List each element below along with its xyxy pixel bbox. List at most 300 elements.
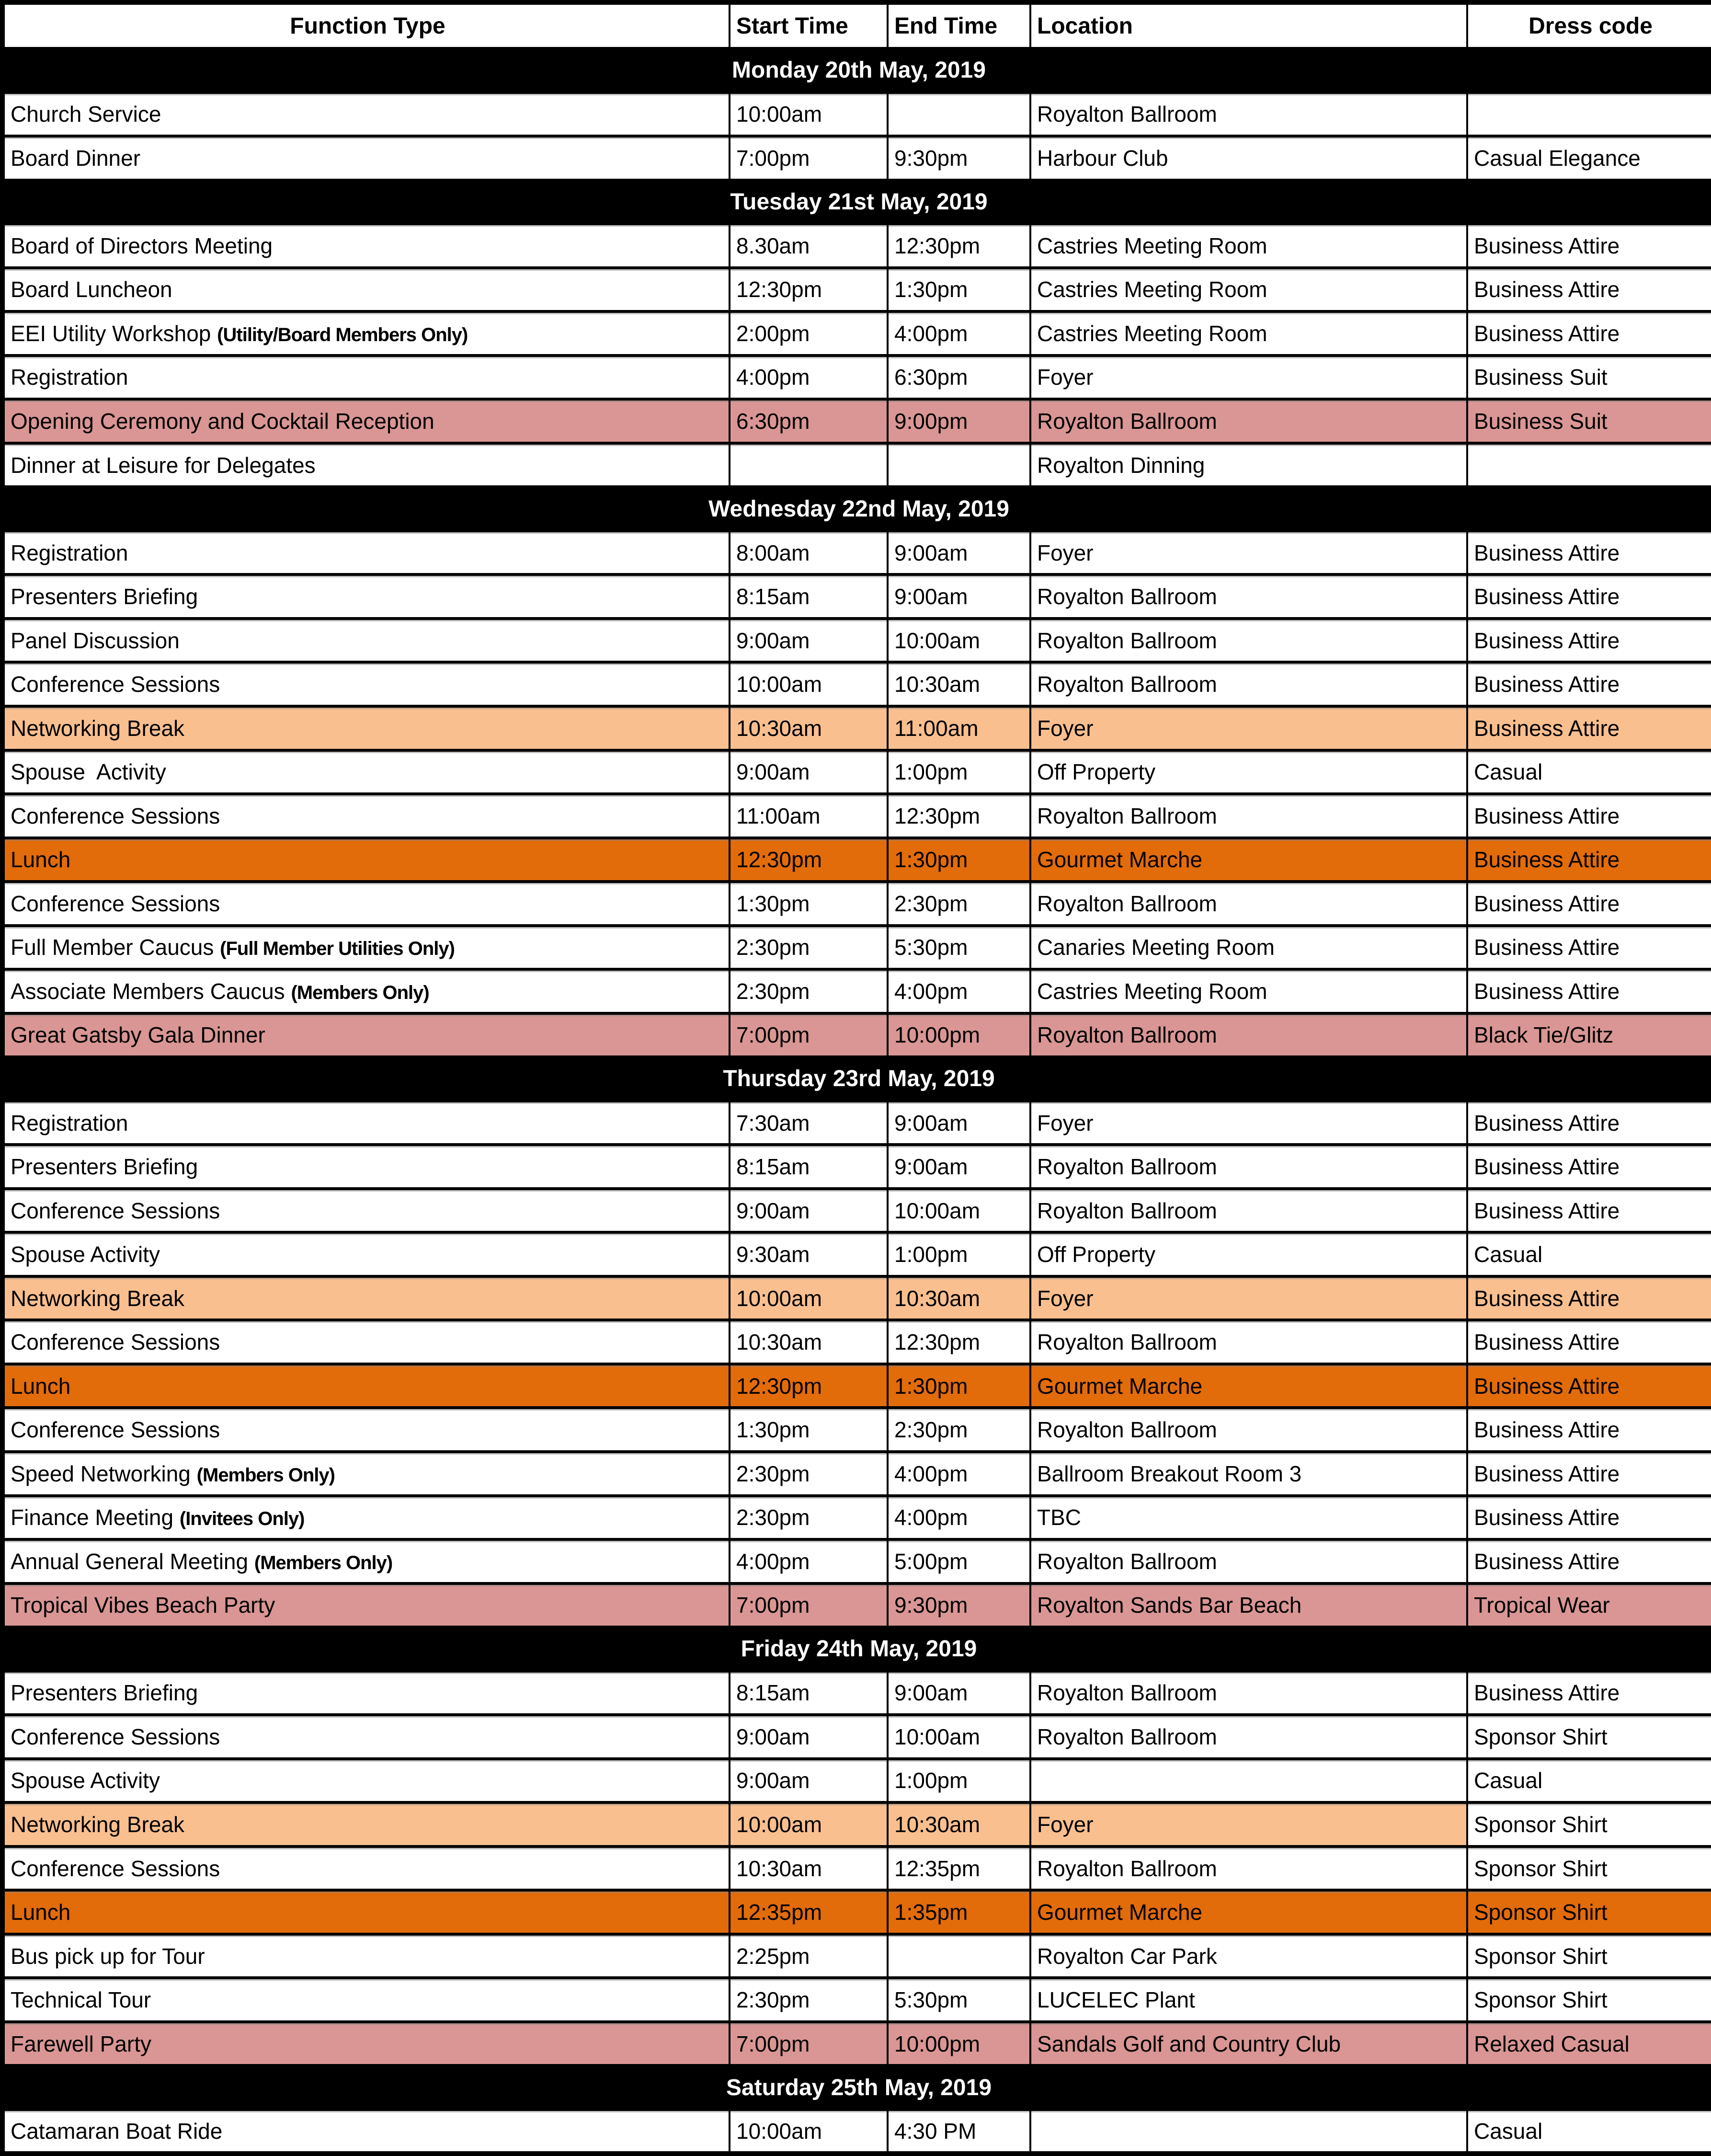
cell-location: Foyer bbox=[1030, 1101, 1467, 1145]
cell-end: 1:30pm bbox=[888, 1364, 1030, 1408]
cell-end: 5:30pm bbox=[888, 926, 1030, 970]
cell-dress: Casual Elegance bbox=[1467, 136, 1711, 180]
cell-function bbox=[2, 619, 730, 663]
function-label: Tropical Vibes Beach Party bbox=[11, 1593, 275, 1618]
table-row bbox=[2, 1364, 1711, 1408]
function-label: Spouse Activity bbox=[11, 1768, 160, 1793]
function-label: Conference Sessions bbox=[11, 1198, 220, 1223]
cell-location: Royalton Ballroom bbox=[1030, 399, 1467, 443]
table-row bbox=[2, 706, 1711, 750]
header-row bbox=[2, 2, 1711, 48]
table-row bbox=[2, 92, 1711, 137]
table-row bbox=[2, 1408, 1711, 1452]
function-label: Conference Sessions bbox=[11, 1417, 220, 1443]
cell-function bbox=[2, 838, 730, 882]
cell-dress: Business Attire bbox=[1467, 1276, 1711, 1320]
function-label: Catamaran Boat Ride bbox=[11, 2118, 223, 2144]
table-row bbox=[2, 969, 1711, 1013]
cell-location: Castries Meeting Room bbox=[1030, 268, 1467, 312]
cell-function bbox=[2, 1189, 730, 1233]
cell-start: 10:00am bbox=[730, 662, 888, 706]
cell-start: 8:15am bbox=[730, 1671, 888, 1715]
cell-start: 1:30pm bbox=[730, 882, 888, 926]
cell-start: 9:00am bbox=[730, 1759, 888, 1803]
table-row bbox=[2, 1934, 1711, 1978]
cell-dress: Sponsor Shirt bbox=[1467, 1715, 1711, 1759]
cell-end: 10:00am bbox=[888, 619, 1030, 663]
cell-start: 1:30pm bbox=[730, 1408, 888, 1452]
cell-location: Royalton Ballroom bbox=[1030, 1408, 1467, 1452]
cell-location: Royalton Ballroom bbox=[1030, 574, 1467, 619]
cell-dress: Business Suit bbox=[1467, 356, 1711, 400]
table-row bbox=[2, 1759, 1711, 1803]
cell-end: 10:00am bbox=[888, 1189, 1030, 1233]
cell-dress: Business Attire bbox=[1467, 531, 1711, 575]
cell-end: 1:00pm bbox=[888, 1232, 1030, 1276]
cell-start: 8:15am bbox=[730, 1145, 888, 1189]
cell-start: 7:00pm bbox=[730, 1583, 888, 1628]
table-row bbox=[2, 1978, 1711, 2022]
cell-end: 9:00am bbox=[888, 531, 1030, 575]
table-row bbox=[2, 356, 1711, 400]
cell-start: 8.30am bbox=[730, 224, 888, 268]
function-label: Registration bbox=[11, 540, 128, 565]
function-note: (Members Only) bbox=[291, 982, 429, 1003]
cell-start: 4:00pm bbox=[730, 356, 888, 400]
day-band-label: Friday 24th May, 2019 bbox=[2, 1627, 1711, 1671]
column-header-dress: Dress code bbox=[1467, 2, 1711, 48]
function-label: Conference Sessions bbox=[11, 1724, 220, 1749]
function-note: (Full Member Utilities Only) bbox=[220, 938, 455, 960]
day-band-label: Wednesday 22nd May, 2019 bbox=[2, 487, 1711, 531]
cell-location: Off Property bbox=[1030, 1232, 1467, 1276]
cell-dress: Casual bbox=[1467, 750, 1711, 794]
cell-location: Royalton Ballroom bbox=[1030, 1671, 1467, 1715]
cell-function bbox=[2, 92, 730, 137]
cell-end: 11:00am bbox=[888, 706, 1030, 750]
cell-dress: Sponsor Shirt bbox=[1467, 1846, 1711, 1891]
cell-function bbox=[2, 136, 730, 180]
cell-start: 7:30am bbox=[730, 1101, 888, 1145]
cell-end: 1:30pm bbox=[888, 268, 1030, 312]
cell-function bbox=[2, 1101, 730, 1145]
cell-function bbox=[2, 1671, 730, 1715]
cell-location: Ballroom Breakout Room 3 bbox=[1030, 1452, 1467, 1496]
cell-function bbox=[2, 1715, 730, 1759]
cell-location: Royalton Ballroom bbox=[1030, 662, 1467, 706]
table-row bbox=[2, 136, 1711, 180]
cell-location: Royalton Ballroom bbox=[1030, 619, 1467, 663]
cell-location: Gourmet Marche bbox=[1030, 838, 1467, 882]
cell-start: 9:00am bbox=[730, 619, 888, 663]
function-label: Conference Sessions bbox=[11, 1856, 220, 1881]
function-label: Panel Discussion bbox=[11, 628, 180, 653]
table-row bbox=[2, 1101, 1711, 1145]
cell-start: 10:00am bbox=[730, 92, 888, 137]
table-row bbox=[2, 1013, 1711, 1057]
function-label: Registration bbox=[11, 1110, 128, 1135]
cell-location: Harbour Club bbox=[1030, 136, 1467, 180]
function-note: (Members Only) bbox=[254, 1552, 393, 1573]
cell-dress: Business Attire bbox=[1467, 882, 1711, 926]
function-label: Speed Networking bbox=[11, 1461, 191, 1486]
table-row bbox=[2, 443, 1711, 487]
cell-location: Royalton Ballroom bbox=[1030, 1715, 1467, 1759]
table-row bbox=[2, 1232, 1711, 1276]
cell-dress: Business Attire bbox=[1467, 1671, 1711, 1715]
table-row bbox=[2, 311, 1711, 356]
cell-start: 10:30am bbox=[730, 706, 888, 750]
cell-location: Gourmet Marche bbox=[1030, 1890, 1467, 1934]
cell-start: 10:30am bbox=[730, 1320, 888, 1364]
cell-end: 12:30pm bbox=[888, 794, 1030, 838]
function-label: Opening Ceremony and Cocktail Reception bbox=[11, 409, 434, 434]
table-row bbox=[2, 268, 1711, 312]
cell-dress: Business Attire bbox=[1467, 311, 1711, 356]
day-band-label: Saturday 25th May, 2019 bbox=[2, 2065, 1711, 2110]
cell-location: Royalton Ballroom bbox=[1030, 1320, 1467, 1364]
table-row bbox=[2, 619, 1711, 663]
day-band-row bbox=[2, 487, 1711, 531]
cell-start: 6:30pm bbox=[730, 399, 888, 443]
cell-end bbox=[888, 1934, 1030, 1978]
day-band-row bbox=[2, 180, 1711, 224]
cell-dress: Relaxed Casual bbox=[1467, 2022, 1711, 2066]
day-band-label: Monday 20th May, 2019 bbox=[2, 48, 1711, 92]
cell-end: 5:30pm bbox=[888, 1978, 1030, 2022]
cell-function bbox=[2, 706, 730, 750]
cell-start: 12:30pm bbox=[730, 838, 888, 882]
cell-function bbox=[2, 1539, 730, 1583]
cell-dress: Business Attire bbox=[1467, 662, 1711, 706]
column-header-start: Start Time bbox=[730, 2, 888, 48]
function-label: Conference Sessions bbox=[11, 672, 220, 697]
cell-end: 1:30pm bbox=[888, 838, 1030, 882]
cell-function bbox=[2, 1583, 730, 1628]
cell-location: Royalton Ballroom bbox=[1030, 92, 1467, 137]
function-label: Presenters Briefing bbox=[11, 1680, 198, 1706]
cell-dress: Business Attire bbox=[1467, 706, 1711, 750]
cell-location: Foyer bbox=[1030, 1276, 1467, 1320]
cell-dress: Tropical Wear bbox=[1467, 1583, 1711, 1628]
function-label: Spouse Activity bbox=[11, 759, 166, 785]
table-row bbox=[2, 1583, 1711, 1628]
function-label: Conference Sessions bbox=[11, 1330, 220, 1355]
cell-location: Castries Meeting Room bbox=[1030, 311, 1467, 356]
cell-dress: Business Attire bbox=[1467, 838, 1711, 882]
cell-location: LUCELEC Plant bbox=[1030, 1978, 1467, 2022]
cell-function bbox=[2, 1934, 730, 1978]
cell-location: Royalton Ballroom bbox=[1030, 1189, 1467, 1233]
cell-location: Royalton Car Park bbox=[1030, 1934, 1467, 1978]
function-label: Finance Meeting bbox=[11, 1505, 174, 1530]
cell-start: 12:30pm bbox=[730, 268, 888, 312]
table-row bbox=[2, 399, 1711, 443]
table-row bbox=[2, 1276, 1711, 1320]
cell-dress: Business Attire bbox=[1467, 1452, 1711, 1496]
cell-dress: Business Attire bbox=[1467, 969, 1711, 1013]
table-row bbox=[2, 926, 1711, 970]
cell-function bbox=[2, 1408, 730, 1452]
cell-end: 10:30am bbox=[888, 662, 1030, 706]
cell-start: 9:00am bbox=[730, 750, 888, 794]
cell-dress: Business Attire bbox=[1467, 224, 1711, 268]
cell-dress: Casual bbox=[1467, 1232, 1711, 1276]
function-label: Presenters Briefing bbox=[11, 584, 198, 609]
function-label: Technical Tour bbox=[11, 1987, 151, 2013]
day-band-row bbox=[2, 2065, 1711, 2110]
function-label: Annual General Meeting bbox=[11, 1548, 249, 1574]
cell-function bbox=[2, 224, 730, 268]
day-band-row bbox=[2, 1627, 1711, 1671]
cell-end: 2:30pm bbox=[888, 882, 1030, 926]
table-row bbox=[2, 882, 1711, 926]
cell-end: 4:00pm bbox=[888, 311, 1030, 356]
table-row bbox=[2, 1539, 1711, 1583]
day-band-row bbox=[2, 48, 1711, 92]
cell-end: 1:00pm bbox=[888, 750, 1030, 794]
cell-location: Castries Meeting Room bbox=[1030, 224, 1467, 268]
cell-start: 7:00pm bbox=[730, 136, 888, 180]
cell-function bbox=[2, 1452, 730, 1496]
cell-function bbox=[2, 1978, 730, 2022]
cell-location: Gourmet Marche bbox=[1030, 1364, 1467, 1408]
cell-end: 10:30am bbox=[888, 1802, 1030, 1846]
cell-dress: Business Attire bbox=[1467, 268, 1711, 312]
table-row bbox=[2, 1189, 1711, 1233]
cell-function bbox=[2, 268, 730, 312]
function-label: Spouse Activity bbox=[11, 1242, 160, 1267]
cell-location: Off Property bbox=[1030, 750, 1467, 794]
cell-end: 9:00am bbox=[888, 1671, 1030, 1715]
column-header-function: Function Type bbox=[2, 2, 730, 48]
cell-function bbox=[2, 794, 730, 838]
cell-dress: Casual bbox=[1467, 1759, 1711, 1803]
column-header-location: Location bbox=[1030, 2, 1467, 48]
cell-dress bbox=[1467, 443, 1711, 487]
cell-end: 5:00pm bbox=[888, 1539, 1030, 1583]
cell-end: 2:30pm bbox=[888, 1408, 1030, 1452]
cell-location: Foyer bbox=[1030, 356, 1467, 400]
table-row bbox=[2, 2110, 1711, 2154]
cell-dress: Business Attire bbox=[1467, 926, 1711, 970]
cell-dress: Business Attire bbox=[1467, 574, 1711, 619]
cell-function bbox=[2, 1232, 730, 1276]
function-label: Conference Sessions bbox=[11, 891, 220, 916]
cell-location bbox=[1030, 2110, 1467, 2154]
cell-start: 11:00am bbox=[730, 794, 888, 838]
cell-dress bbox=[1467, 92, 1711, 137]
function-label: EEI Utility Workshop bbox=[11, 321, 211, 346]
table-row bbox=[2, 1846, 1711, 1891]
cell-end: 9:30pm bbox=[888, 1583, 1030, 1628]
cell-end: 10:00pm bbox=[888, 2022, 1030, 2066]
cell-start: 9:30am bbox=[730, 1232, 888, 1276]
cell-end: 9:00am bbox=[888, 1101, 1030, 1145]
cell-function bbox=[2, 1013, 730, 1057]
cell-function bbox=[2, 1276, 730, 1320]
table-row bbox=[2, 531, 1711, 575]
cell-location: Royalton Ballroom bbox=[1030, 1013, 1467, 1057]
cell-function bbox=[2, 1320, 730, 1364]
cell-function bbox=[2, 1802, 730, 1846]
function-label: Associate Members Caucus bbox=[11, 978, 285, 1004]
cell-location: Royalton Ballroom bbox=[1030, 1145, 1467, 1189]
cell-start: 2:30pm bbox=[730, 926, 888, 970]
cell-start: 8:15am bbox=[730, 574, 888, 619]
cell-end: 9:00pm bbox=[888, 399, 1030, 443]
function-label: Board Luncheon bbox=[11, 277, 172, 302]
cell-start: 7:00pm bbox=[730, 2022, 888, 2066]
cell-start: 9:00am bbox=[730, 1189, 888, 1233]
table-row bbox=[2, 574, 1711, 619]
function-label: Farewell Party bbox=[11, 2031, 151, 2056]
cell-dress: Business Attire bbox=[1467, 1101, 1711, 1145]
cell-function bbox=[2, 1496, 730, 1540]
cell-end: 9:30pm bbox=[888, 136, 1030, 180]
cell-end: 1:00pm bbox=[888, 1759, 1030, 1803]
function-label: Lunch bbox=[11, 1373, 71, 1399]
cell-location: TBC bbox=[1030, 1496, 1467, 1540]
function-label: Board Dinner bbox=[11, 145, 141, 171]
cell-location: Castries Meeting Room bbox=[1030, 969, 1467, 1013]
cell-dress: Business Attire bbox=[1467, 1145, 1711, 1189]
function-label: Presenters Briefing bbox=[11, 1154, 198, 1180]
cell-dress: Business Attire bbox=[1467, 1539, 1711, 1583]
cell-end: 9:00am bbox=[888, 574, 1030, 619]
cell-location: Sandals Golf and Country Club bbox=[1030, 2022, 1467, 2066]
cell-start: 12:30pm bbox=[730, 1364, 888, 1408]
function-label: Dinner at Leisure for Delegates bbox=[11, 452, 316, 478]
table-row bbox=[2, 1671, 1711, 1715]
cell-function bbox=[2, 750, 730, 794]
table-row bbox=[2, 750, 1711, 794]
cell-function bbox=[2, 1759, 730, 1803]
cell-dress: Business Suit bbox=[1467, 399, 1711, 443]
cell-function bbox=[2, 356, 730, 400]
table-row bbox=[2, 794, 1711, 838]
cell-start: 2:30pm bbox=[730, 1978, 888, 2022]
function-note: (Invitees Only) bbox=[179, 1508, 305, 1530]
day-band-label: Tuesday 21st May, 2019 bbox=[2, 180, 1711, 224]
cell-end: 1:35pm bbox=[888, 1890, 1030, 1934]
table-row bbox=[2, 838, 1711, 882]
function-label: Registration bbox=[11, 365, 128, 390]
cell-location: Foyer bbox=[1030, 706, 1467, 750]
table-row bbox=[2, 1890, 1711, 1934]
function-note: (Members Only) bbox=[196, 1464, 335, 1486]
cell-start: 10:00am bbox=[730, 1802, 888, 1846]
cell-start: 8:00am bbox=[730, 531, 888, 575]
cell-location: Royalton Dinning bbox=[1030, 443, 1467, 487]
cell-start: 10:00am bbox=[730, 2110, 888, 2154]
cell-dress: Business Attire bbox=[1467, 1364, 1711, 1408]
cell-function bbox=[2, 1145, 730, 1189]
day-band-label: Thursday 23rd May, 2019 bbox=[2, 1057, 1711, 1101]
cell-function bbox=[2, 882, 730, 926]
cell-dress: Black Tie/Glitz bbox=[1467, 1013, 1711, 1057]
cell-dress: Business Attire bbox=[1467, 1189, 1711, 1233]
table-row bbox=[2, 224, 1711, 268]
cell-end: 6:30pm bbox=[888, 356, 1030, 400]
cell-start: 10:30am bbox=[730, 1846, 888, 1891]
cell-function bbox=[2, 1364, 730, 1408]
cell-function bbox=[2, 2022, 730, 2066]
cell-end: 12:30pm bbox=[888, 224, 1030, 268]
cell-function bbox=[2, 311, 730, 356]
cell-function bbox=[2, 926, 730, 970]
cell-dress: Sponsor Shirt bbox=[1467, 1802, 1711, 1846]
cell-end: 4:00pm bbox=[888, 1496, 1030, 1540]
function-note: (Utility/Board Members Only) bbox=[217, 324, 468, 345]
cell-location: Royalton Ballroom bbox=[1030, 882, 1467, 926]
cell-location: Foyer bbox=[1030, 1802, 1467, 1846]
cell-start: 2:25pm bbox=[730, 1934, 888, 1978]
table-row bbox=[2, 1452, 1711, 1496]
cell-end: 10:30am bbox=[888, 1276, 1030, 1320]
cell-dress: Sponsor Shirt bbox=[1467, 1890, 1711, 1934]
cell-function bbox=[2, 1846, 730, 1891]
cell-dress: Business Attire bbox=[1467, 794, 1711, 838]
cell-function bbox=[2, 969, 730, 1013]
cell-location: Foyer bbox=[1030, 531, 1467, 575]
cell-end bbox=[888, 443, 1030, 487]
cell-location: Royalton Ballroom bbox=[1030, 794, 1467, 838]
table-row bbox=[2, 662, 1711, 706]
function-label: Networking Break bbox=[11, 1812, 185, 1837]
cell-start: 7:00pm bbox=[730, 1013, 888, 1057]
cell-function bbox=[2, 1890, 730, 1934]
cell-location: Royalton Ballroom bbox=[1030, 1846, 1467, 1891]
function-label: Great Gatsby Gala Dinner bbox=[11, 1022, 265, 1048]
cell-start: 10:00am bbox=[730, 1276, 888, 1320]
cell-end: 4:00pm bbox=[888, 969, 1030, 1013]
cell-start: 4:00pm bbox=[730, 1539, 888, 1583]
cell-end: 12:30pm bbox=[888, 1320, 1030, 1364]
table-row bbox=[2, 1145, 1711, 1189]
cell-dress: Business Attire bbox=[1467, 1408, 1711, 1452]
cell-start bbox=[730, 443, 888, 487]
cell-end: 12:35pm bbox=[888, 1846, 1030, 1891]
cell-start: 2:30pm bbox=[730, 1452, 888, 1496]
cell-location: Canaries Meeting Room bbox=[1030, 926, 1467, 970]
cell-function bbox=[2, 531, 730, 575]
cell-end: 4:30 PM bbox=[888, 2110, 1030, 2154]
function-label: Networking Break bbox=[11, 715, 185, 741]
function-label: Board of Directors Meeting bbox=[11, 233, 273, 258]
cell-start: 12:35pm bbox=[730, 1890, 888, 1934]
cell-dress: Business Attire bbox=[1467, 1320, 1711, 1364]
cell-start: 9:00am bbox=[730, 1715, 888, 1759]
function-label: Conference Sessions bbox=[11, 803, 220, 828]
function-label: Networking Break bbox=[11, 1285, 185, 1311]
function-label: Lunch bbox=[11, 1900, 71, 1925]
cell-start: 2:00pm bbox=[730, 311, 888, 356]
cell-function bbox=[2, 2110, 730, 2154]
table-row bbox=[2, 1802, 1711, 1846]
cell-dress: Business Attire bbox=[1467, 619, 1711, 663]
function-label: Church Service bbox=[11, 102, 161, 127]
table-row bbox=[2, 1496, 1711, 1540]
cell-end: 4:00pm bbox=[888, 1452, 1030, 1496]
cell-end: 9:00am bbox=[888, 1145, 1030, 1189]
column-header-end: End Time bbox=[888, 2, 1030, 48]
cell-location: Royalton Ballroom bbox=[1030, 1539, 1467, 1583]
function-label: Lunch bbox=[11, 847, 71, 872]
cell-location bbox=[1030, 1759, 1467, 1803]
cell-end: 10:00am bbox=[888, 1715, 1030, 1759]
table-row bbox=[2, 1715, 1711, 1759]
